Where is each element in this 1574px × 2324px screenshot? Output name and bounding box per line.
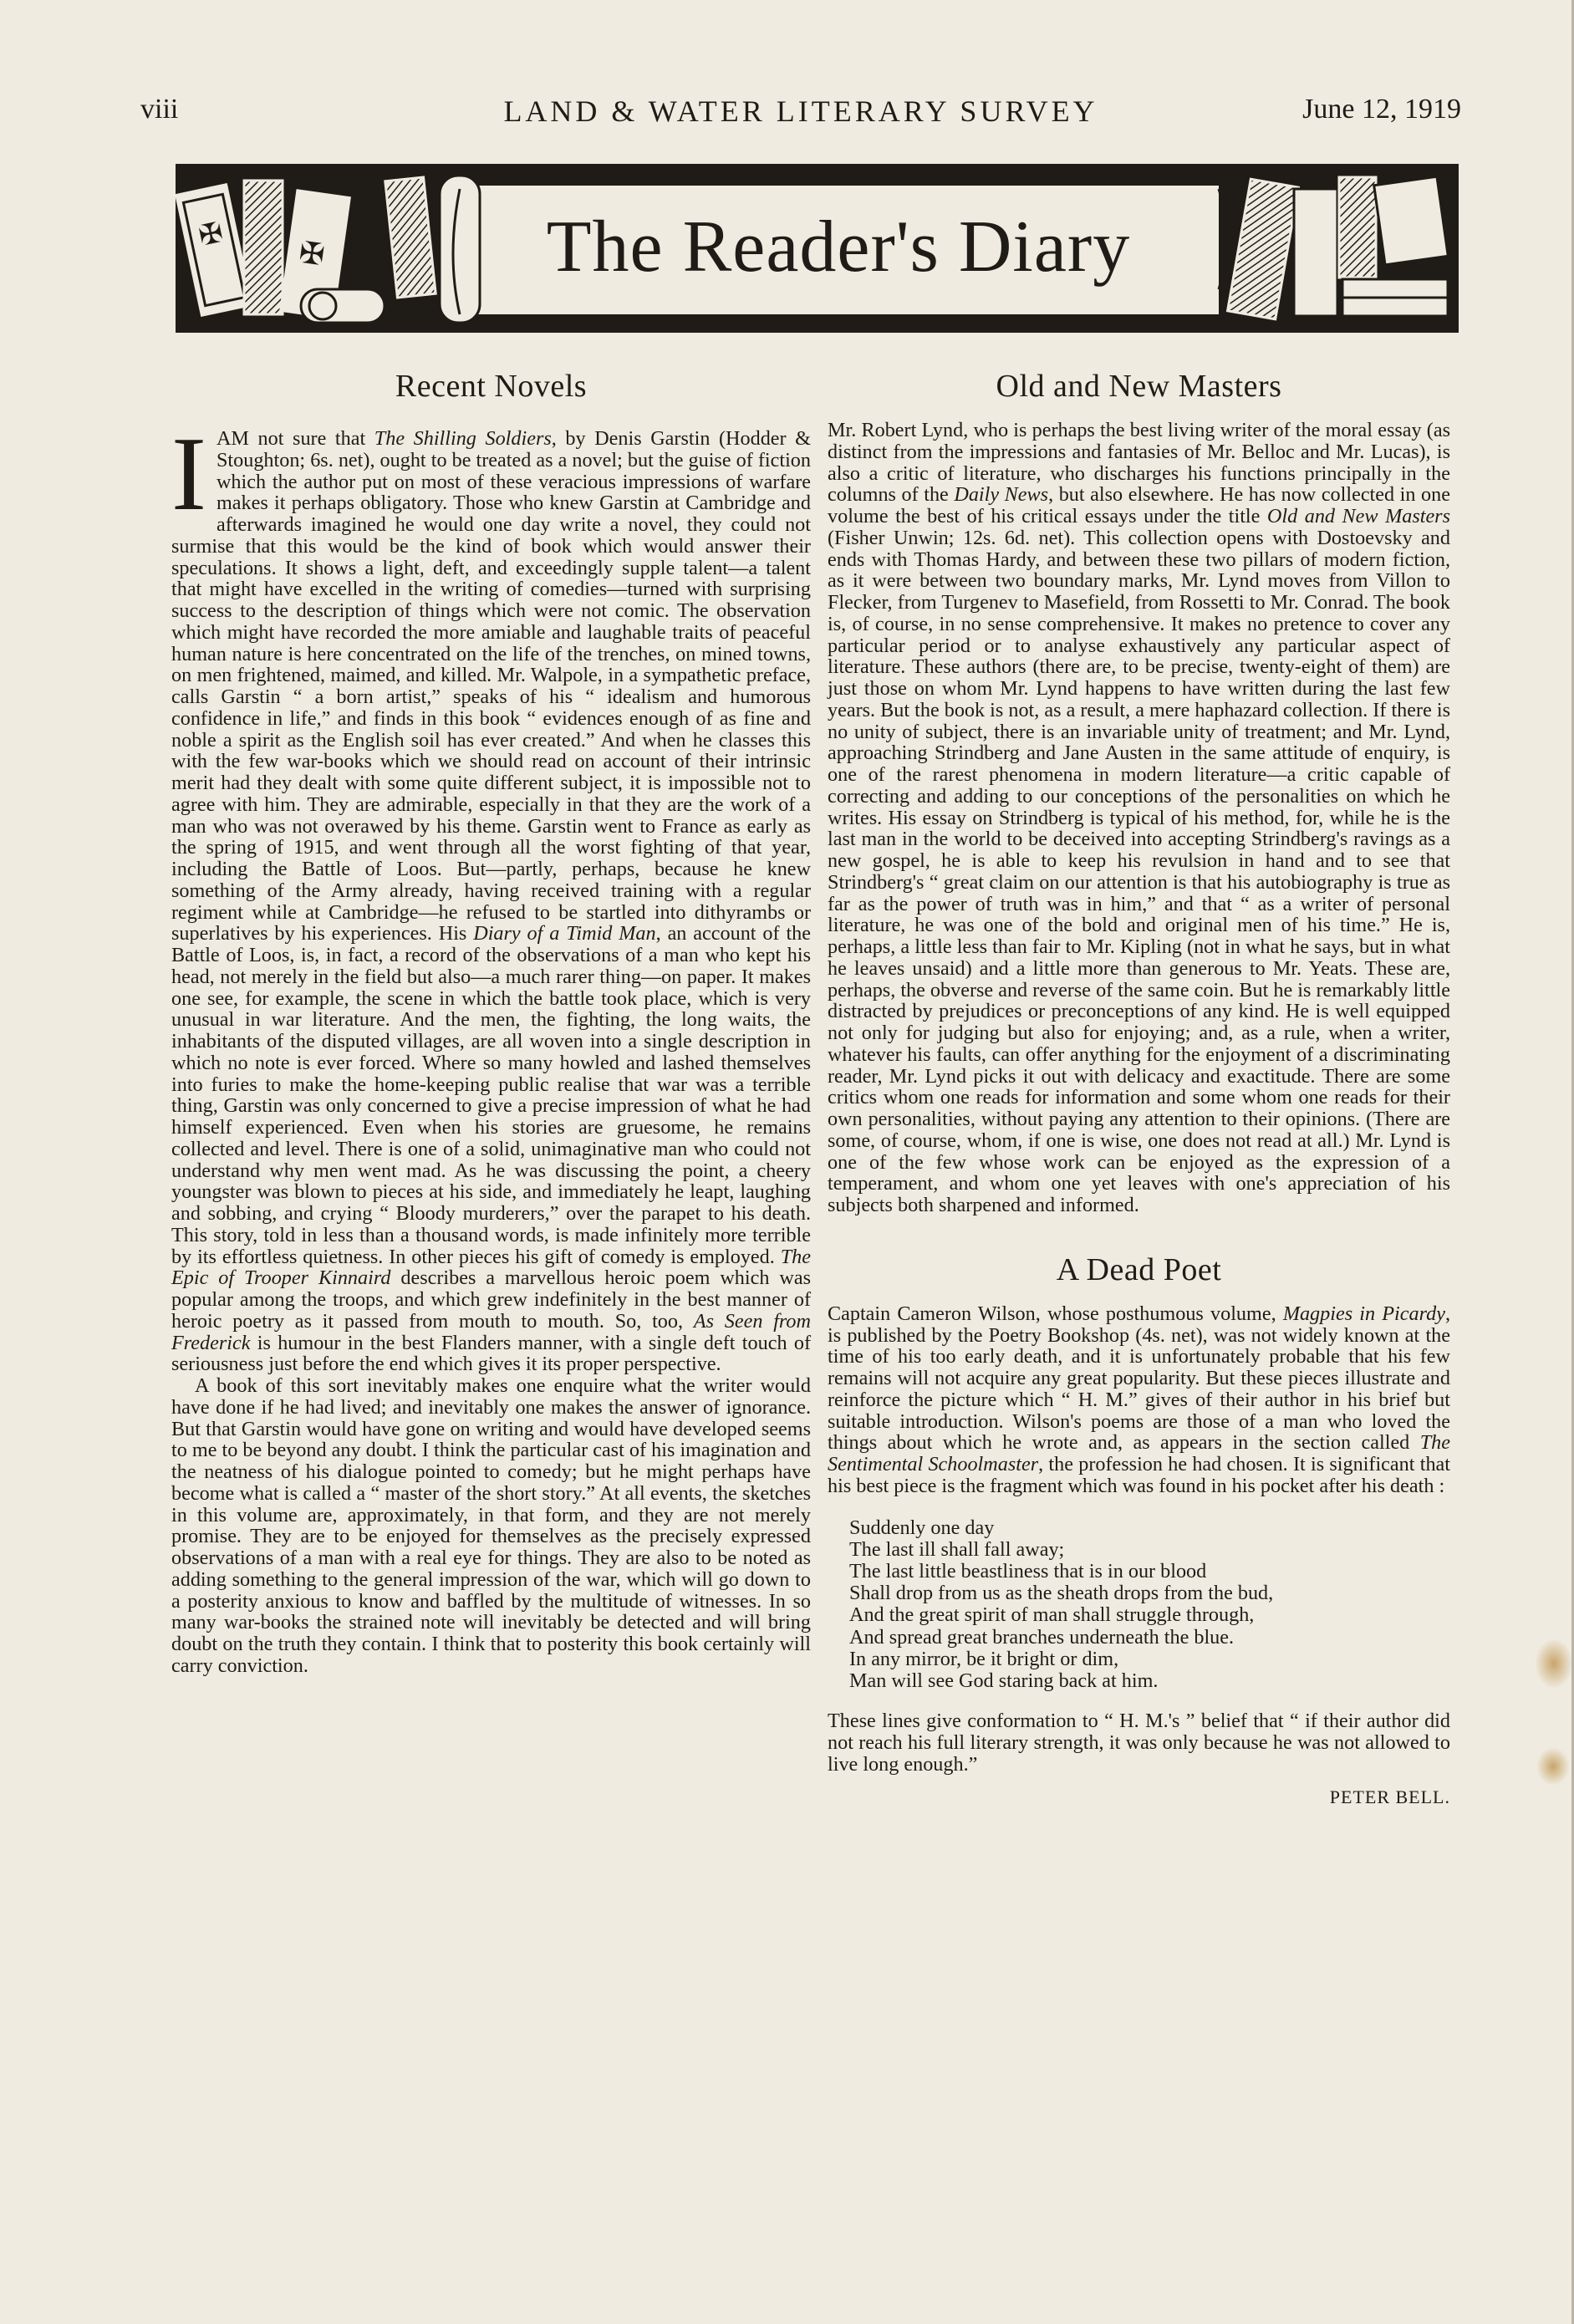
old-and-new-masters-column bbox=[828, 368, 1450, 1808]
italic-title: As Seen from Frederick bbox=[171, 1309, 811, 1354]
poem-line: Suddenly one day bbox=[849, 1516, 995, 1539]
paragraph bbox=[828, 1303, 1450, 1497]
text-run: A book of this sort inevitably makes one enquire what the writer would have done if he had lived; and inevitably one makes the answer of ignorance. But that Garstin would have gone on writing and would have developed seems to me to be beyond any doubt. I think the particular cast of his imagination and the neatness of his dialogue pointed to comedy; but he might perhaps have become what is called a “ master of the short story.” At all events, the sketches in this volume are, approximately, in that form, and they are not merely promise. They are to be enjoyed for themselves as the precisely expressed observations of a man with a real eye for things. They are also to be noted as adding something to the general impression of the war, which will go down to a posterity anxious to know and baffled by the multitude of witnesses. In so many war-books the strained note will inevitably be detected and will bring doubt on the truth they contain. I think that to posterity this book certainly will carry conviction. bbox=[171, 1374, 811, 1677]
section-heading: Recent Novels bbox=[395, 369, 588, 404]
svg-text:✠: ✠ bbox=[196, 217, 227, 252]
text-run: (Fisher Unwin; 12s. 6d. net). This collection opens with Dostoevsky and ends with Thomas Hardy, and between these two pillars of modern fiction, as it were between two boundary marks, Mr. Lynd moves from Villon to Flecker, from Turgenev to Masefield, from Rossetti to Mr. Conrad. The book is, of course, in no sense comprehensive. It makes no pretence to cover any particular period or to analyse exhaustively any particular aspect of literature. These authors (there are, to be precise, twenty-eight of them) are just those on whom Mr. Lynd happens to have written during the last few years. But the book is not, as a result, a mere haphazard collection. If there is no unity of subject, there is an invariable unity of treatment; and Mr. Lynd, approaching Strindberg and Jane Austen in the same attitude of enquiry, is one of the rarest phenomena in modern literature—a critic capable of correcting and adding to our conceptions of the personalities on which he writes. His essay on Strindberg is typical of his method, for, while he is the last man in the world to be deceived into accepting Strindberg's ravings as a new gospel, he is able to keep his revulsion in hand and to see that Strindberg's “ great claim on our attention is that his autobiography is true as far as the power of truth was in him,” and that “ as a writer of personal literature, he was one of the bold and original men of his time.” He is, perhaps, a little less than fair to Mr. Kipling (not in what he says, but in what he leaves unsaid) and a little more than generous to Mr. Yeats. These are, perhaps, the obverse and reverse of the same coin. But he is remarkably little distracted by prejudices or preconceptions of any kind. He is well equipped not only for judging but also for enjoying; and, as a rule, when a writer, whatever his faults, can offer anything for the enjoyment of a discriminating reader, Mr. Lynd picks it out with delicacy and exactitude. There are some critics whom one reads for information and some whom one reads for their own personalities, without paying any attention to their opinions. (There are some, of course, whom, if one is wise, one does not read at all.) Mr. Lynd is one of the few whose work can be enjoyed as the expression of a temperament, and whom one yet leaves with one's appreciation of his subjects both sharpened and informed. bbox=[828, 526, 1450, 1216]
svg-text:✠: ✠ bbox=[297, 235, 327, 273]
running-head bbox=[140, 94, 1461, 130]
text-run: , but also elsewhere. He has now collected in one volume the best of his critical essays under the title bbox=[828, 483, 1450, 527]
poem-line: The last little beastliness that is in our blood bbox=[849, 1559, 1207, 1582]
section-heading: Old and New Masters bbox=[996, 369, 1282, 404]
banner-illustration bbox=[176, 164, 1459, 333]
text-run: , the profession he had chosen. It is significant that his best piece is the fragment which was found in his pocket after his death : bbox=[828, 1453, 1450, 1497]
paper-stain bbox=[1535, 1639, 1573, 1689]
poem-line: And the great spirit of man shall struggle through, bbox=[849, 1603, 1255, 1627]
italic-title: The Epic of Trooper Kinnaird bbox=[171, 1245, 811, 1290]
poem-line: In any mirror, be it bright or dim, bbox=[849, 1647, 1119, 1670]
section-heading: A Dead Poet bbox=[1056, 1251, 1222, 1287]
text-run: , an account of the Battle of Loos, is, in fact, a record of the observations of a man who kept his head, not merely in the field but also—a much rarer thing—on paper. It makes one see, for example, the scene in which the battle took place, which is very unusual in war literature. And the men, the fighting, the long waits, the inhabitants of the disputed villages, are all woven into a single description in which no note is ever forced. Where so many howled and lashed themselves into furies to make the home-keeping public realise that war was a terrible thing, Garstin was only concerned to give a precise impression of what he had himself experienced. Even when his stories are gruesome, he remains collected and level. There is one of a solid, unimaginative man who could not understand why men went mad. As he was discussing the point, a cheery youngster was blown to pieces at his side, and immediately he leapt, laughing and sobbing, and crying “ Bloody murderers,” over the parapet to his death. This story, told in less than a thousand words, is made infinitely more terrible by its effortless quietness. In other pieces his gift of comedy is employed. bbox=[171, 922, 811, 1268]
poem-line: Shall drop from us as the sheath drops from the bud, bbox=[849, 1582, 1274, 1605]
recent-novels-body bbox=[171, 416, 811, 1677]
banner-title: The Reader's Diary bbox=[546, 206, 1131, 288]
text-run: , is published by the Poetry Bookshop (4s. net), was not widely known at the time of his too early death, and it is unfortunately probable that his few remains will not acquire any great popularity. But these pieces illustrate and reinforce the picture which “ H. M.” gives of their author in his brief but suitable introduction. Wilson's poems are those of a man who loved the things about which he wrote and, as appears in the section called bbox=[828, 1302, 1450, 1455]
paragraph bbox=[171, 416, 811, 1376]
journal-title: LAND & WATER LITERARY SURVEY bbox=[503, 94, 1098, 128]
text-run: is humour in the best Flanders manner, with a single deft touch of seriousness just before the end which gives it its proper perspective. bbox=[171, 1331, 811, 1376]
old-and-new-masters-body bbox=[828, 420, 1450, 1216]
closing-paragraph: These lines give conformation to “ H. M.'s ” belief that “ if their author did not reach his full literary strength, it was only because he was not allowed to live long enough.” bbox=[828, 1710, 1450, 1776]
text-run: describes a marvellous heroic poem which was popular among the troops, and which grew indefinitely in the best manner of heroic poetry as it passed from mouth to mouth. So, too, bbox=[171, 1266, 811, 1333]
italic-title: The Sentimental Schoolmaster bbox=[828, 1431, 1450, 1475]
paragraph bbox=[828, 420, 1450, 1216]
page-number: viii bbox=[140, 94, 179, 125]
readers-diary-banner bbox=[176, 164, 1459, 333]
text-run: Captain Cameron Wilson, whose posthumous volume, bbox=[828, 1302, 1283, 1325]
italic-title: Diary of a Timid Man bbox=[473, 922, 656, 945]
book-stack-right-icon bbox=[1228, 176, 1449, 319]
issue-date: June 12, 1919 bbox=[1302, 94, 1461, 125]
paragraph bbox=[171, 1375, 811, 1677]
text-run: AM not sure that bbox=[216, 427, 374, 450]
italic-title: Magpies in Picardy bbox=[1282, 1302, 1445, 1325]
poem-line: The last ill shall fall away; bbox=[849, 1537, 1065, 1561]
poem-line: And spread great branches underneath the blue. bbox=[849, 1625, 1235, 1649]
italic-title: Daily News bbox=[954, 483, 1049, 507]
poem-line: Man will see God staring back at him. bbox=[849, 1669, 1159, 1692]
poem-quotation bbox=[849, 1517, 1450, 1693]
paper-stain bbox=[1536, 1747, 1570, 1786]
italic-title: Old and New Masters bbox=[1266, 505, 1451, 527]
text-run: Mr. Robert Lynd, who is perhaps the best living writer of the moral essay (as distinct from the impressions and fantasies of Mr. Belloc and Mr. Lucas), is also a critic of literature, who discharges his functions principally in the columns of the bbox=[828, 419, 1450, 507]
author-signature: PETER BELL. bbox=[1329, 1786, 1450, 1808]
dead-poet-body bbox=[828, 1303, 1450, 1497]
recent-novels-column bbox=[171, 368, 811, 1677]
text-run: , by Denis Garstin (Hodder & Stoughton; 6s. net), ought to be treated as a novel; but the guise of fiction which the author put on most of these veracious impressions of warfare makes it perhaps obligatory. Those who knew Garstin at Cambridge and afterwards imagined he would one day write a novel, they could not surmise that this would be the kind of book which would answer their speculations. It shows a light, deft, and exceedingly supple talent—a talent that might have excelled in the writing of comedies—turned with surprising success to the description of things which were not comic. The observation which might have recorded the more amiable and laughable traits of peaceful human nature is here concentrated on the life of the trenches, on mined towns, on men frightened, maimed, and killed. Mr. Walpole, in a sympathetic preface, calls Garstin “ a born artist,” speaks of his “ idealism and humorous confidence in life,” and finds in this book “ evidences enough of as fine and noble a spirit as the English soil has ever created.” And when he classes this with the few war-books which we should read on account of their intrinsic merit had they dealt with some quite different subject, it is impossible not to agree with him. They are admirable, especially in that they are the work of a man who was not overawed by his theme. Garstin went to France as early as the spring of 1915, and went through all the worst fighting of that year, including the Battle of Loos. But—partly, perhaps, because he knew something of the Army already, having received training with a regular regiment while at Cambridge—he refused to be startled into dithyrambs or superlatives by his experiences. His bbox=[171, 427, 811, 945]
drop-cap: I bbox=[171, 416, 206, 533]
italic-title: The Shilling Soldiers bbox=[374, 427, 552, 450]
